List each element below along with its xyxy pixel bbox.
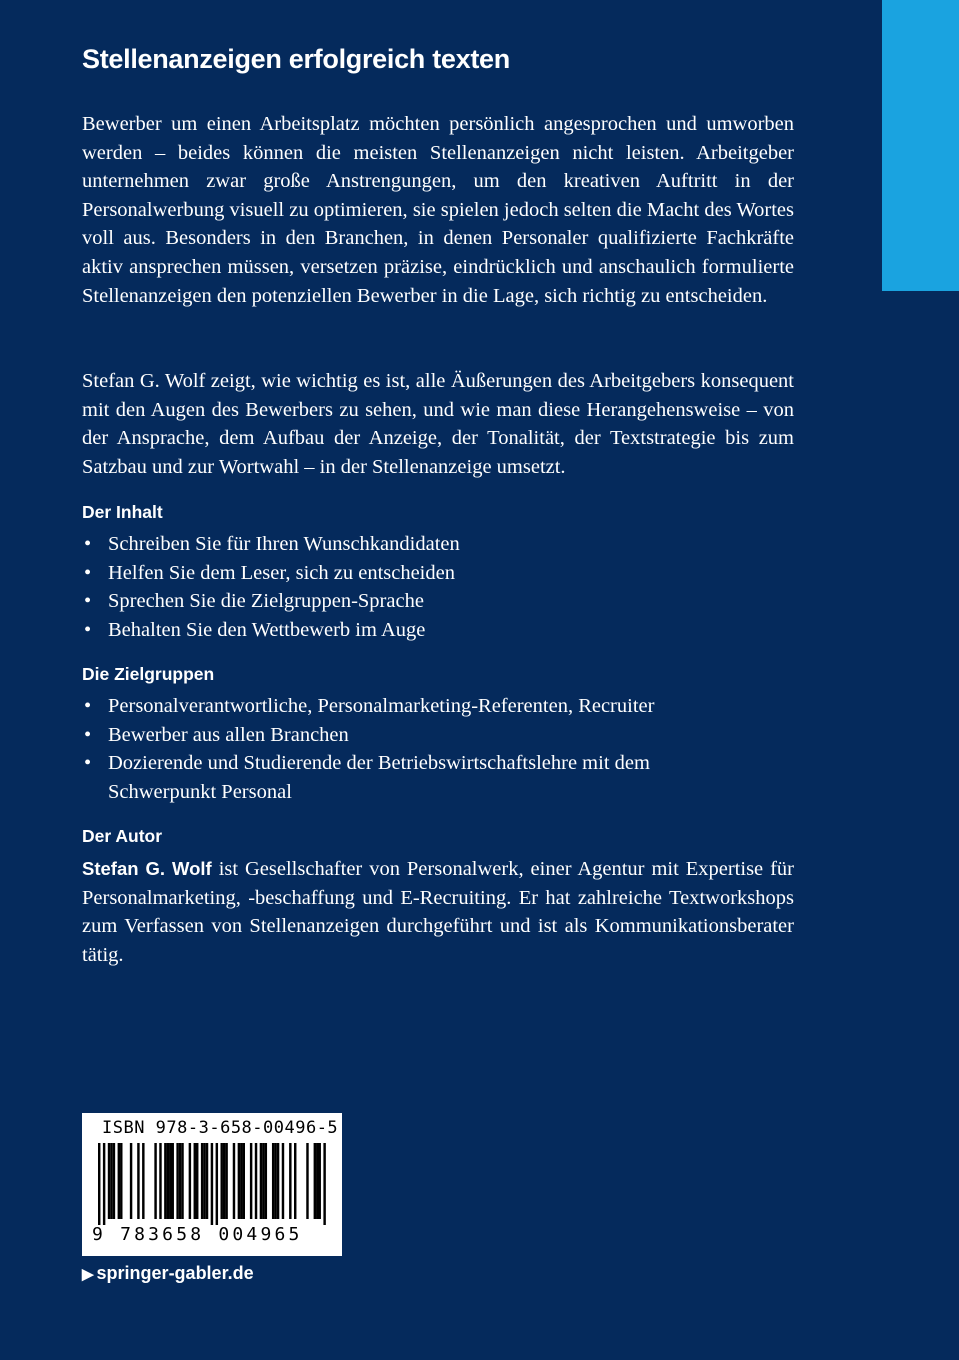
barcode-bar [194, 1143, 196, 1219]
arrow-right-icon: ▶ [82, 1266, 94, 1283]
barcode-bar [98, 1143, 100, 1225]
barcode-bar [243, 1143, 245, 1219]
barcode-bar [203, 1143, 205, 1219]
barcode-bar [216, 1143, 218, 1225]
list-item [82, 559, 802, 588]
author-bio [82, 855, 794, 969]
list-item-text: Schreiben Sie für Ihren Wunschkandidaten [108, 533, 460, 555]
barcode-bar [189, 1143, 191, 1219]
list-item-text: Dozierende und Studierende der Betriebswirtschaftslehre mit dem Schwerpunkt Personal [108, 752, 650, 803]
barcode-bar [265, 1143, 267, 1219]
barcode-bar [272, 1143, 274, 1219]
barcode-bar [164, 1143, 166, 1219]
barcode-bar [221, 1143, 223, 1219]
barcode-bar [262, 1143, 264, 1219]
zielgruppen-heading: Die Zielgruppen [82, 664, 215, 684]
barcode-bar [260, 1143, 262, 1219]
barcode-bar [172, 1143, 174, 1219]
barcode-bar [250, 1143, 252, 1219]
barcode-bar [238, 1143, 240, 1219]
autor-heading: Der Autor [82, 826, 163, 846]
accent-bar [882, 0, 959, 291]
barcode-bar [113, 1143, 115, 1219]
barcode-bar [167, 1143, 169, 1219]
barcode-bar [211, 1143, 213, 1225]
author-bio-text: ist Gesellschafter von Personalwerk, einer Agentur mit Expertise für Personalmarketing, -beschaffung und E-Recruiting. Er hat zahlreiche Textworkshops zum Verfassen von Stellenanzeigen durchgeführt und ist als Kommunikationsberater tätig. [82, 858, 795, 966]
barcode-bar [179, 1143, 181, 1219]
book-title: Stellenanzeigen erfolgreich texten [82, 44, 510, 74]
barcode-bars [96, 1143, 328, 1225]
list-item [82, 749, 748, 806]
barcode-bar [108, 1143, 110, 1219]
barcode-bar [282, 1143, 284, 1219]
barcode-bar [240, 1143, 242, 1219]
isbn-barcode [82, 1113, 342, 1256]
list-item-text: Helfen Sie dem Leser, sich zu entscheiden [108, 561, 455, 584]
barcode-bar [233, 1143, 235, 1219]
barcode-bar [316, 1143, 318, 1219]
barcode-bar [142, 1143, 144, 1219]
list-item-text: Bewerber aus allen Branchen [108, 723, 349, 746]
list-item [82, 530, 802, 559]
barcode-bar [319, 1143, 321, 1219]
barcode-bar [323, 1143, 325, 1225]
barcode-bar [201, 1143, 203, 1219]
description-paragraph-1: Bewerber um einen Arbeitsplatz möchten persönlich angesprochen und umworben werden – beides können die meisten Stellenanzeigen nicht leisten. Arbeitgeber unternehmen zwar große Anstrengungen, um den kreativen Auftritt in der Personalwerbung visuell zu optimieren, sie spielen jedoch selten die Macht des Wortes voll aus. Besonders in den Branchen, in denen Personaler qualifizierte Fachkräfte aktiv ansprechen müssen, versetzen präzise, eindrücklich und anschaulich formulierte Stellenanzeigen den potenziellen Bewerber in die Lage, sich richtig zu entscheiden. [82, 113, 794, 307]
bullet-icon: • [84, 752, 92, 775]
list-item [82, 616, 802, 645]
barcode-bar [294, 1143, 296, 1219]
barcode-bar [169, 1143, 171, 1219]
barcode-bar [289, 1143, 291, 1219]
publisher-website[interactable] [82, 1263, 254, 1284]
barcode-bar [137, 1143, 139, 1219]
zielgruppen-list [82, 692, 802, 806]
list-item [82, 587, 802, 616]
isbn-label: ISBN 978-3-658-00496-5 [102, 1118, 339, 1138]
list-item-text: Behalten Sie den Wettbewerb im Auge [108, 618, 426, 641]
list-item-text: Personalverantwortliche, Personalmarketing-Referenten, Recruiter [108, 695, 655, 717]
barcode-bar [225, 1143, 227, 1219]
barcode-bar [154, 1143, 156, 1219]
barcode-bar [130, 1143, 132, 1219]
barcode-bar [120, 1143, 122, 1219]
barcode-bar [181, 1143, 183, 1219]
website-url: springer-gabler.de [96, 1263, 254, 1283]
barcode-bar [118, 1143, 120, 1219]
barcode-bar [103, 1143, 105, 1225]
description-paragraph-2: Stefan G. Wolf zeigt, wie wichtig es ist, alle Äußerungen des Arbeitgebers konsequent mit den Augen des Bewerbers zu sehen, und wie man diese Herangehensweise – von der Ansprache, dem Aufbau der Anzeige, der Tonalität, der Textstrategie bis zum Satzbau und zur Wortwahl – in der Stellenanzeige umsetzt. [82, 370, 794, 478]
list-item [82, 721, 802, 750]
barcode-bar [274, 1143, 276, 1219]
barcode-bar [196, 1143, 198, 1219]
barcode-bar [255, 1143, 257, 1219]
bullet-icon: • [84, 561, 92, 584]
isbn-digits: 9 783658 004965 [92, 1224, 303, 1245]
barcode-bar [176, 1143, 178, 1219]
bullet-icon: • [84, 618, 92, 641]
barcode-bar [223, 1143, 225, 1219]
barcode-bar [277, 1143, 279, 1219]
bullet-icon: • [84, 590, 92, 613]
barcode-bar [110, 1143, 112, 1219]
bullet-icon: • [84, 695, 92, 717]
barcode-bar [206, 1143, 208, 1219]
inhalt-heading: Der Inhalt [82, 502, 163, 522]
barcode-bar [314, 1143, 316, 1219]
author-name: Stefan G. Wolf [82, 858, 212, 879]
barcode-bar [306, 1143, 308, 1219]
list-item-text: Sprechen Sie die Zielgruppen-Sprache [108, 590, 424, 613]
bullet-icon: • [84, 723, 92, 746]
list-item [82, 692, 802, 721]
bullet-icon: • [84, 533, 92, 555]
inhalt-list [82, 530, 802, 644]
barcode-bar [159, 1143, 161, 1219]
